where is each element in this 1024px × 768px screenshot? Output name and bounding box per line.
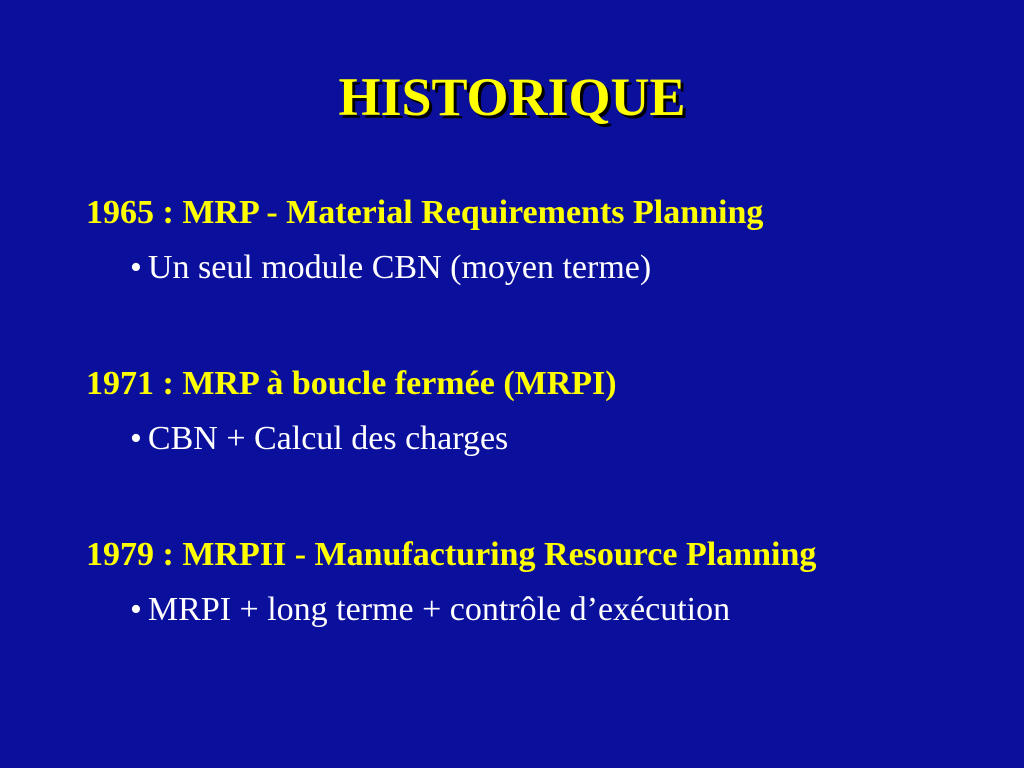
- history-section-1971: [86, 363, 986, 460]
- bullet-item: [130, 589, 986, 631]
- slide-title: HISTORIQUE: [338, 67, 686, 127]
- bullet-dot-icon: •: [130, 591, 142, 628]
- section-heading: 1979 : MRPII - Manufacturing Resource Planning: [86, 536, 817, 573]
- history-section-1979: [86, 534, 986, 631]
- bullet-dot-icon: •: [130, 420, 142, 457]
- bullet-text: MRPI + long terme + contrôle d’exécution: [147, 591, 731, 628]
- bullet-text: CBN + Calcul des charges: [147, 420, 509, 457]
- bullet-text: Un seul module CBN (moyen terme): [147, 249, 652, 286]
- bullet-dot-icon: •: [130, 249, 142, 286]
- history-section-1965: [86, 192, 986, 289]
- section-heading: 1965 : MRP - Material Requirements Planning: [86, 194, 764, 231]
- bullet-item: [130, 247, 986, 289]
- section-heading: 1971 : MRP à boucle fermée (MRPI): [86, 365, 617, 402]
- bullet-item: [130, 418, 986, 460]
